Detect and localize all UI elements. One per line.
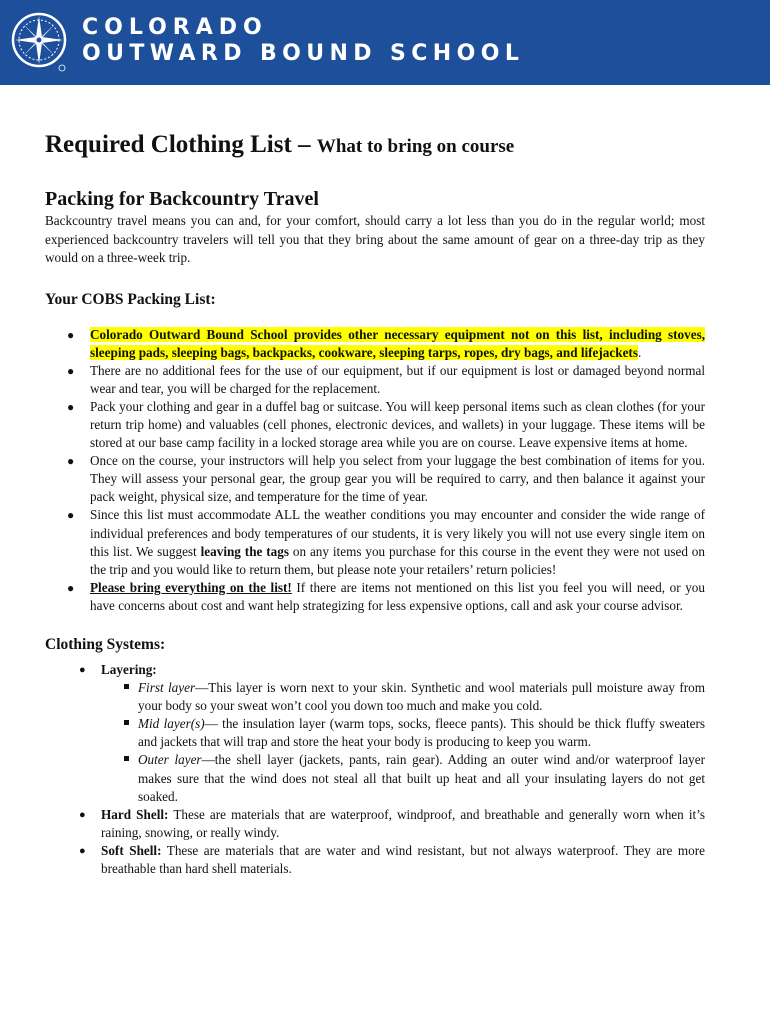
clothing-systems-list bbox=[45, 661, 705, 878]
document-body bbox=[45, 130, 705, 878]
layer-list bbox=[101, 679, 705, 806]
layer-text: —the shell layer (jackets, pants, rain gear). Adding an outer wind and/or waterproof layer makes sure that the wind does not steal all that built up heat and all your insulating layers do not get soaked. bbox=[138, 752, 705, 804]
header-banner bbox=[0, 0, 770, 85]
layer-item bbox=[91, 679, 705, 715]
list-item-text: on any items you purchase for this course in the event they were not used on the trip and you would like to return them, but please note your retailers’ return policies! bbox=[90, 543, 705, 577]
title-main: Required Clothing List – bbox=[45, 131, 317, 158]
bullet: ● bbox=[79, 808, 86, 821]
bullet: ● bbox=[67, 454, 75, 469]
list-item-soft-shell bbox=[45, 842, 705, 878]
list-item-hard-shell bbox=[45, 806, 705, 842]
list-item bbox=[45, 452, 705, 506]
bold-text: leaving the tags bbox=[200, 543, 289, 559]
section-intro-text: Backcountry travel means you can and, for your comfort, should carry a lot less than you do in the regular world; most experienced backcountry travelers will tell you that they bring about the same amount of gear on a three-day trip as they would on a three-week trip. bbox=[45, 213, 705, 265]
highlighted-text: Colorado Outward Bound School provides other necessary equipment not on this list, including stoves, sleeping pads, sleeping bags, backpacks, cookware, sleeping tarps, ropes, dry bags, and lifejackets bbox=[90, 326, 705, 360]
square-bullet bbox=[124, 756, 129, 761]
list-item-text: If there are items not mentioned on this list you feel you will need, or you have concerns about cost and want help strategizing for less expensive options, call and ask your course advisor. bbox=[90, 579, 705, 613]
layer-label: First layer bbox=[138, 680, 196, 696]
section-heading-packing-list: Your COBS Packing List: bbox=[45, 290, 216, 308]
layer-item bbox=[91, 751, 705, 805]
bullet: ● bbox=[79, 844, 86, 857]
bullet: ● bbox=[67, 399, 75, 414]
list-item bbox=[45, 398, 705, 452]
layer-label: Mid layer(s) bbox=[138, 716, 205, 732]
layer-text: — the insulation layer (warm tops, socks, fleece pants). This should be thick fluffy sweaters and jackets that will trap and store the heat your body is producing to keep you warm. bbox=[138, 716, 705, 750]
list-item-text: . bbox=[637, 344, 642, 360]
list-item bbox=[45, 362, 705, 398]
brand-line-2: OUTWARD BOUND SCHOOL bbox=[82, 41, 525, 66]
bullet: ● bbox=[67, 327, 75, 342]
layering-label: Layering: bbox=[101, 662, 157, 677]
brand-line-1: COLORADO bbox=[82, 15, 268, 40]
list-item-text: Pack your clothing and gear in a duffel bag or suitcase. You will keep personal items such as clean clothes (for your return trip home) and valuables (cell phones, electronic devices, and wallets) in your luggage. These items will be stored at our base camp facility in a locked storage area while you are on course. Leave expensive items at home. bbox=[90, 398, 705, 451]
layer-item bbox=[91, 715, 705, 751]
page-title bbox=[45, 130, 705, 162]
hard-shell-text: These are materials that are waterproof, windproof, and breathable and generally worn when it’s raining, snowing, or really windy. bbox=[101, 806, 706, 840]
soft-shell-text: These are materials that are water and wind resistant, but not always waterproof. They are more breathable than hard shell materials. bbox=[101, 842, 705, 877]
bullet: ● bbox=[79, 664, 86, 676]
square-bullet bbox=[124, 684, 129, 689]
bullet: ● bbox=[67, 580, 75, 595]
section-heading-clothing-systems: Clothing Systems: bbox=[45, 636, 166, 653]
list-item bbox=[45, 579, 705, 615]
list-item-text: There are no additional fees for the use of our equipment, but if our equipment is lost or damaged beyond normal wear and tear, you will be charged for the replacement. bbox=[90, 362, 705, 396]
list-item-text: Since this list must accommodate ALL the weather conditions you may encounter and consider the wide range of individual preferences and body temperatures of our students, it is very likely you will not use every single item on this list. We suggest bbox=[90, 507, 705, 559]
square-bullet bbox=[124, 720, 129, 725]
hard-shell-label: Hard Shell: bbox=[101, 806, 169, 822]
bullet: ● bbox=[67, 363, 75, 378]
list-item-text: Once on the course, your instructors will help you select from your luggage the best combination of items for you. They will assess your personal gear, the group gear you will be required to carry, and then balance it against your pack weight, physical size, and temperature for the time of year. bbox=[90, 453, 705, 505]
list-item bbox=[45, 326, 705, 362]
packing-list bbox=[45, 326, 705, 616]
list-item-layering bbox=[45, 661, 705, 806]
bullet: ● bbox=[67, 508, 75, 523]
compass-rose-icon bbox=[10, 10, 68, 74]
list-item bbox=[45, 506, 705, 578]
layer-text: —This layer is worn next to your skin. Synthetic and wool materials pull moisture away from your body so your sweat won’t cool you down too much and make you cold. bbox=[138, 680, 705, 714]
soft-shell-label: Soft Shell: bbox=[101, 842, 162, 858]
layer-label: Outer layer bbox=[138, 752, 202, 768]
bold-underlined-text: Please bring everything on the list! bbox=[90, 579, 292, 595]
section-heading-packing: Packing for Backcountry Travel bbox=[45, 188, 319, 210]
title-sub: What to bring on course bbox=[316, 136, 515, 157]
